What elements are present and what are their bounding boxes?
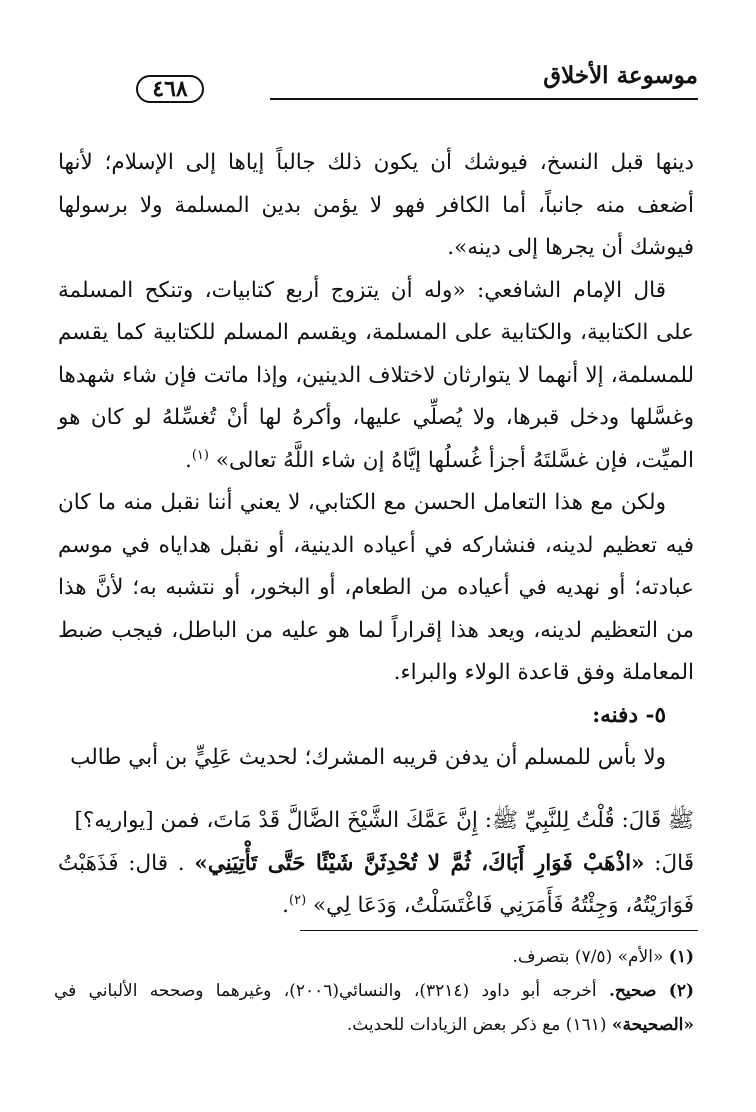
footnote-2 xyxy=(54,974,694,1042)
footnote-1 xyxy=(54,940,694,974)
footnote-divider xyxy=(300,930,698,931)
main-text xyxy=(58,142,694,780)
footnote-1-number: (١) xyxy=(668,947,694,967)
footnote-2-text: أخرجه أبو داود (٣٢١٤)، والنسائي(٢٠٠٦)، وغيرهما وصححه الألباني في xyxy=(54,981,597,1001)
page-header xyxy=(70,58,698,104)
paragraph-4: ولا بأس للمسلم أن يدفن قريبه المشرك؛ لحديث عَلِيٍّ بن أبي طالب xyxy=(70,745,666,770)
paragraph-3: ولكن مع هذا التعامل الحسن مع الكتابي، لا يعني أننا نقبل منه ما كان فيه تعظيم لدينه، فنشاركه في أعياده الدينية، أو نقبل هداياه في موسم عبادته؛ أو نهديه في أعياده من الطعام، أو البخور، أو نتشبه به؛ لأنَّ هذا من التعظيم لدينه، ويعد هذا إقراراً لما هو عليه من الباطل، فيجب ضبط المعاملة وفق قاعدة الولاء والبراء. xyxy=(58,490,694,685)
paragraph-2-text: قال الإمام الشافعي: «وله أن يتزوج أربع كتابيات، وتنكح المسلمة على الكتابية، والكتابية على المسلمة، ويقسم المسلم للكتابية كما يقسم للمسلمة، إلا أنهما لا يتوارثان لاختلاف الدينين، وإذا ماتت فإن شاء شهدها وغسَّلها ودخل قبرها، ولا يُصلِّي عليها، وأكرهُ لها أنْ تُغسِّلهُ لو كان هو الميِّت، فإن غسَّلتَهُ أجزأ غُسلُها إيَّاهُ إن شاء اللَّهُ تعالى» xyxy=(58,277,694,473)
hadith-block xyxy=(58,800,694,928)
footnote-2-text-end: (١٦١) مع ذكر بعض الزيادات للحديث. xyxy=(346,1015,607,1035)
section-heading: ٥- دفنه: xyxy=(592,702,666,728)
paragraph-2-end: . xyxy=(184,447,192,473)
footnote-2-grade: صحيح. xyxy=(609,981,657,1001)
footnotes xyxy=(54,940,694,1042)
page-number-box xyxy=(70,74,270,104)
hadith-end: . xyxy=(282,893,289,918)
paragraph-1: دينها قبل النسخ، فيوشك أن يكون ذلك جالباً إياها إلى الإسلام؛ لأنها أضعف منه جانباً، أما الكافر فهو لا يؤمن بدين المسلمة ولا برسولها فيوشك أن يجرها إلى دينه». xyxy=(58,150,694,260)
page-number-frame xyxy=(136,75,203,103)
paragraph-2 xyxy=(58,270,694,483)
footnote-ref-2: (٢) xyxy=(289,892,307,908)
hadith-quote: «اذْهَبْ فَوَارِ أَبَاكَ، ثُمَّ لا تُحْدِثَنَّ شَيْئًا حَتَّى تَأْتِيَنِي» xyxy=(194,850,645,876)
footnote-1-text: «الأم» (٧/٥) بتصرف. xyxy=(512,947,664,967)
hadith-line-2 xyxy=(58,843,694,928)
footnote-ref-1: (١) xyxy=(191,447,209,463)
hadith-line-1: ﷺ قَالَ: قُلْتُ لِلنَّبِيِّ ﷺ: إِنَّ عَمَّكَ الشَّيْخَ الضَّالَّ قَدْ مَاتَ، فمن [يواريه؟] xyxy=(74,808,694,833)
footnote-2-source: «الصحيحة» xyxy=(611,1015,694,1035)
hadith-said: قَالَ: xyxy=(654,850,694,876)
footnote-2-number: (٢) xyxy=(668,981,695,1001)
book-title: موسوعة الأخلاق xyxy=(543,62,698,89)
page-number: ٤٦٨ xyxy=(152,76,188,102)
hadith-continuation: . قال: فَذَهَبْتُ فَوَارَيْتُهُ، وَجِئْتُهُ فَأَمَرَنِي فَاغْتَسَلْتُ، وَدَعَا لِي» xyxy=(58,850,694,918)
